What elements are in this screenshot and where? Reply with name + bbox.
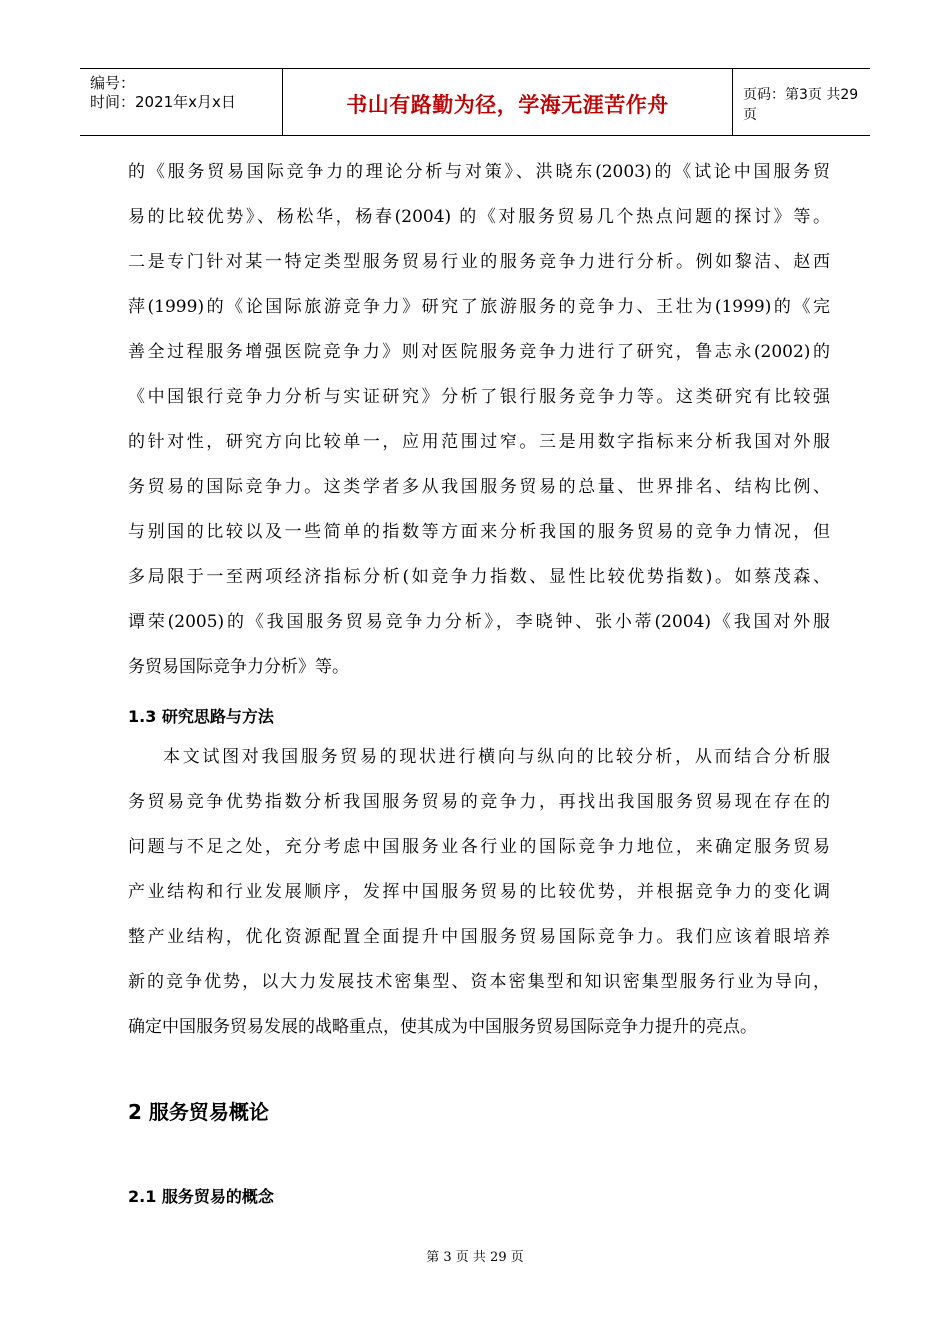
text-line: 与别国的比较以及一些简单的指数等方面来分析我国的服务贸易的竞争力情况，但 <box>128 522 830 542</box>
header-page-info <box>733 69 870 135</box>
page-info-text: 页码：第3页 共29页 <box>743 87 859 123</box>
text-line: 多局限于一至两项经济指标分析(如竞争力指数、显性比较优势指数)。如蔡茂森、 <box>128 567 830 587</box>
code-label: 编号： <box>90 74 136 92</box>
text-line: 整产业结构，优化资源配置全面提升中国服务贸易国际竞争力。我们应该着眼培养 <box>128 927 830 947</box>
text-line: 谭荣(2005)的《我国服务贸易竞争力分析》，李晓钟、张小蒂(2004)《我国对外服 <box>128 612 830 632</box>
text-line: 二是专门针对某一特定类型服务贸易行业的服务竞争力进行分析。例如黎洁、赵西 <box>128 252 830 272</box>
header-motto-cell <box>282 69 733 135</box>
section-heading-2: 2 服务贸易概论 <box>128 1100 269 1124</box>
header-meta <box>80 69 282 135</box>
text-line: 本文试图对我国服务贸易的现状进行横向与纵向的比较分析，从而结合分析服 <box>163 747 830 767</box>
section-heading-1-3: 1.3 研究思路与方法 <box>128 707 274 726</box>
text-line: 务贸易的国际竞争力。这类学者多从我国服务贸易的总量、世界排名、结构比例、 <box>128 477 830 497</box>
text-line: 善全过程服务增强医院竞争力》则对医院服务竞争力进行了研究，鲁志永(2002)的 <box>128 342 830 362</box>
motto-text: 书山有路勤为径，学海无涯苦作舟 <box>346 93 669 117</box>
paragraph-research-method <box>128 735 830 1050</box>
text-line: 问题与不足之处，充分考虑中国服务业各行业的国际竞争力地位，来确定服务贸易 <box>128 837 830 857</box>
text-line: 萍(1999)的《论国际旅游竞争力》研究了旅游服务的竞争力、王壮为(1999)的《完 <box>128 297 830 317</box>
text-line: 产业结构和行业发展顺序，发挥中国服务贸易的比较优势，并根据竞争力的变化调 <box>128 882 830 902</box>
text-line: 务贸易竞争优势指数分析我国服务贸易的竞争力，再找出我国服务贸易现在存在的 <box>128 792 830 812</box>
text-line: 《中国银行竞争力分析与实证研究》分析了银行服务竞争力等。这类研究有比较强 <box>128 387 830 407</box>
time-label: 时间：2021年x月x日 <box>90 93 236 111</box>
page-footer: 第 3 页 共 29 页 <box>426 1250 524 1265</box>
text-line: 确定中国服务贸易发展的战略重点，使其成为中国服务贸易国际竞争力提升的亮点。 <box>128 1017 757 1037</box>
section-heading-2-1: 2.1 服务贸易的概念 <box>128 1187 274 1206</box>
text-line: 务贸易国际竞争力分析》等。 <box>128 657 349 677</box>
text-line: 的针对性，研究方向比较单一，应用范围过窄。三是用数字指标来分析我国对外服 <box>128 432 830 452</box>
text-line: 易的比较优势》、杨松华，杨春(2004) 的《对服务贸易几个热点问题的探讨》等。 <box>128 207 830 227</box>
text-line: 新的竞争优势，以大力发展技术密集型、资本密集型和知识密集型服务行业为导向， <box>128 972 830 992</box>
paragraph-literature-review <box>128 150 830 690</box>
text-line: 的《服务贸易国际竞争力的理论分析与对策》、洪晓东(2003)的《试论中国服务贸 <box>128 162 830 182</box>
page-header <box>80 68 870 136</box>
